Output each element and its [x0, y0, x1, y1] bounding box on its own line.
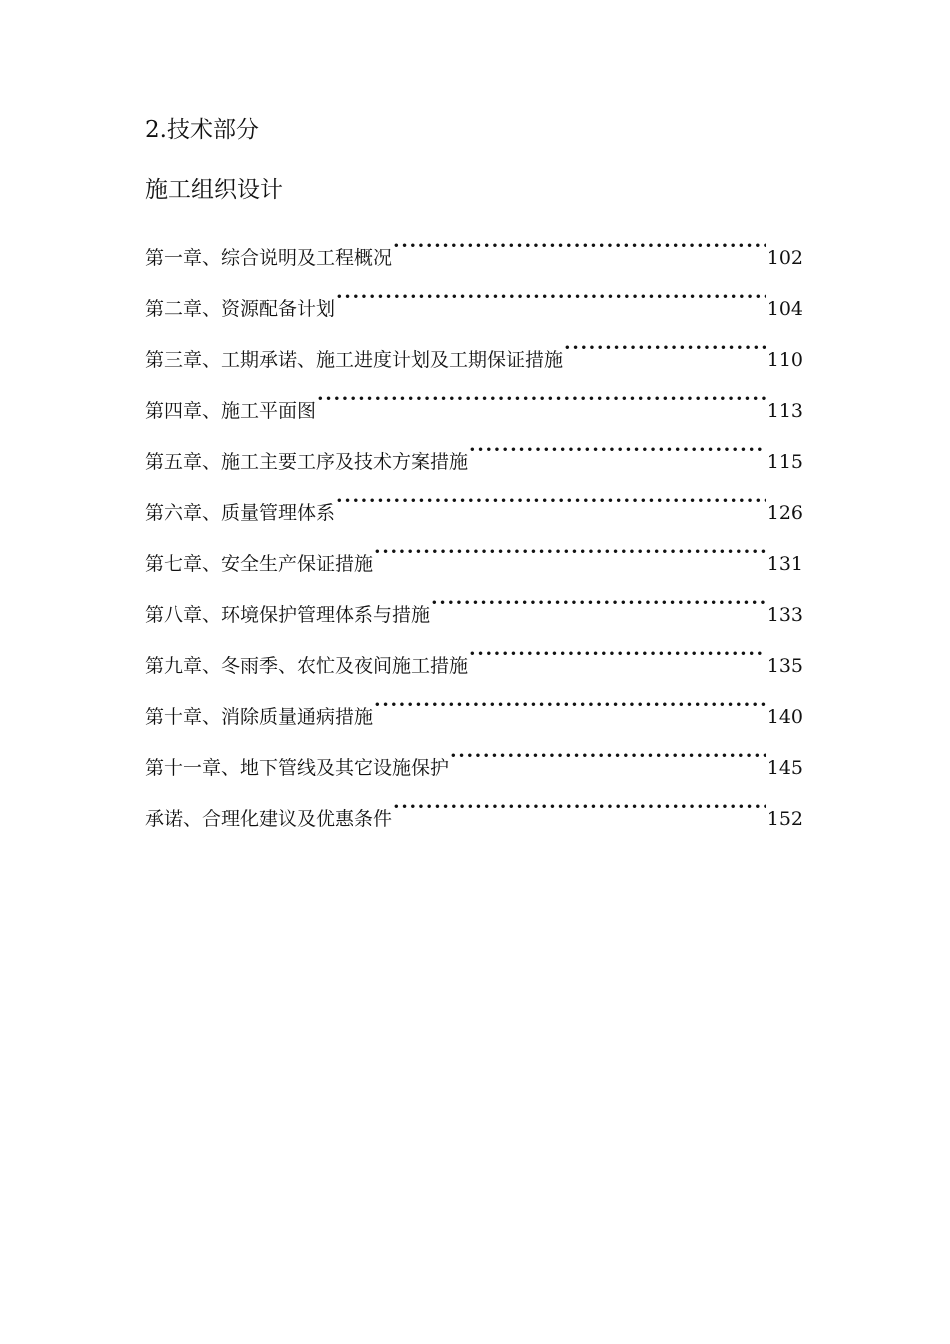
toc-entry[interactable]: [145, 687, 803, 738]
toc-entry[interactable]: [145, 432, 803, 483]
toc-entry[interactable]: [145, 789, 803, 840]
toc-entry-label: 第七章、安全生产保证措施: [145, 553, 374, 575]
toc-dot-leader: [336, 483, 766, 519]
toc-entry-page: 126: [766, 502, 803, 524]
toc-entry-label: 第十章、消除质量通病措施: [145, 706, 374, 728]
toc-entry-label: 第三章、工期承诺、施工进度计划及工期保证措施: [145, 349, 564, 371]
toc-entry-page: 113: [766, 400, 803, 422]
toc-entry-page: 145: [766, 757, 803, 779]
toc-dot-leader: [374, 687, 766, 723]
toc-entry-label: 第二章、资源配备计划: [145, 298, 336, 320]
toc-entry-page: 140: [766, 706, 803, 728]
toc-entry-page: 102: [766, 247, 803, 269]
toc-entry-page: 104: [766, 298, 803, 320]
toc-entry[interactable]: [145, 534, 803, 585]
toc-dot-leader: [450, 738, 766, 774]
sub-title: 施工组织设计: [145, 177, 283, 203]
toc-dot-leader: [374, 534, 766, 570]
toc-entry-page: 115: [766, 451, 803, 473]
toc-entry-label: 第十一章、地下管线及其它设施保护: [145, 757, 450, 779]
toc-entry-label: 承诺、合理化建议及优惠条件: [145, 808, 393, 830]
section-title: 2.技术部分: [145, 117, 259, 143]
toc-entry[interactable]: [145, 636, 803, 687]
toc-dot-leader: [431, 585, 766, 621]
toc-entry[interactable]: [145, 738, 803, 789]
table-of-contents: [145, 228, 803, 840]
toc-entry[interactable]: [145, 585, 803, 636]
toc-entry-page: 133: [766, 604, 803, 626]
toc-entry-label: 第八章、环境保护管理体系与措施: [145, 604, 431, 626]
toc-dot-leader: [469, 432, 766, 468]
toc-entry[interactable]: [145, 330, 803, 381]
toc-dot-leader: [469, 636, 766, 672]
toc-entry-page: 152: [766, 808, 803, 830]
toc-dot-leader: [393, 789, 766, 825]
toc-dot-leader: [336, 279, 766, 315]
toc-entry[interactable]: [145, 381, 803, 432]
toc-dot-leader: [564, 330, 766, 366]
toc-entry-label: 第一章、综合说明及工程概况: [145, 247, 393, 269]
toc-entry-page: 135: [766, 655, 803, 677]
toc-entry[interactable]: [145, 279, 803, 330]
toc-entry-label: 第九章、冬雨季、农忙及夜间施工措施: [145, 655, 469, 677]
toc-entry[interactable]: [145, 483, 803, 534]
toc-entry-label: 第五章、施工主要工序及技术方案措施: [145, 451, 469, 473]
toc-entry-page: 131: [766, 553, 803, 575]
toc-dot-leader: [393, 228, 766, 264]
toc-entry-label: 第四章、施工平面图: [145, 400, 317, 422]
toc-dot-leader: [317, 381, 766, 417]
toc-entry-page: 110: [766, 349, 803, 371]
toc-entry[interactable]: [145, 228, 803, 279]
toc-entry-label: 第六章、质量管理体系: [145, 502, 336, 524]
